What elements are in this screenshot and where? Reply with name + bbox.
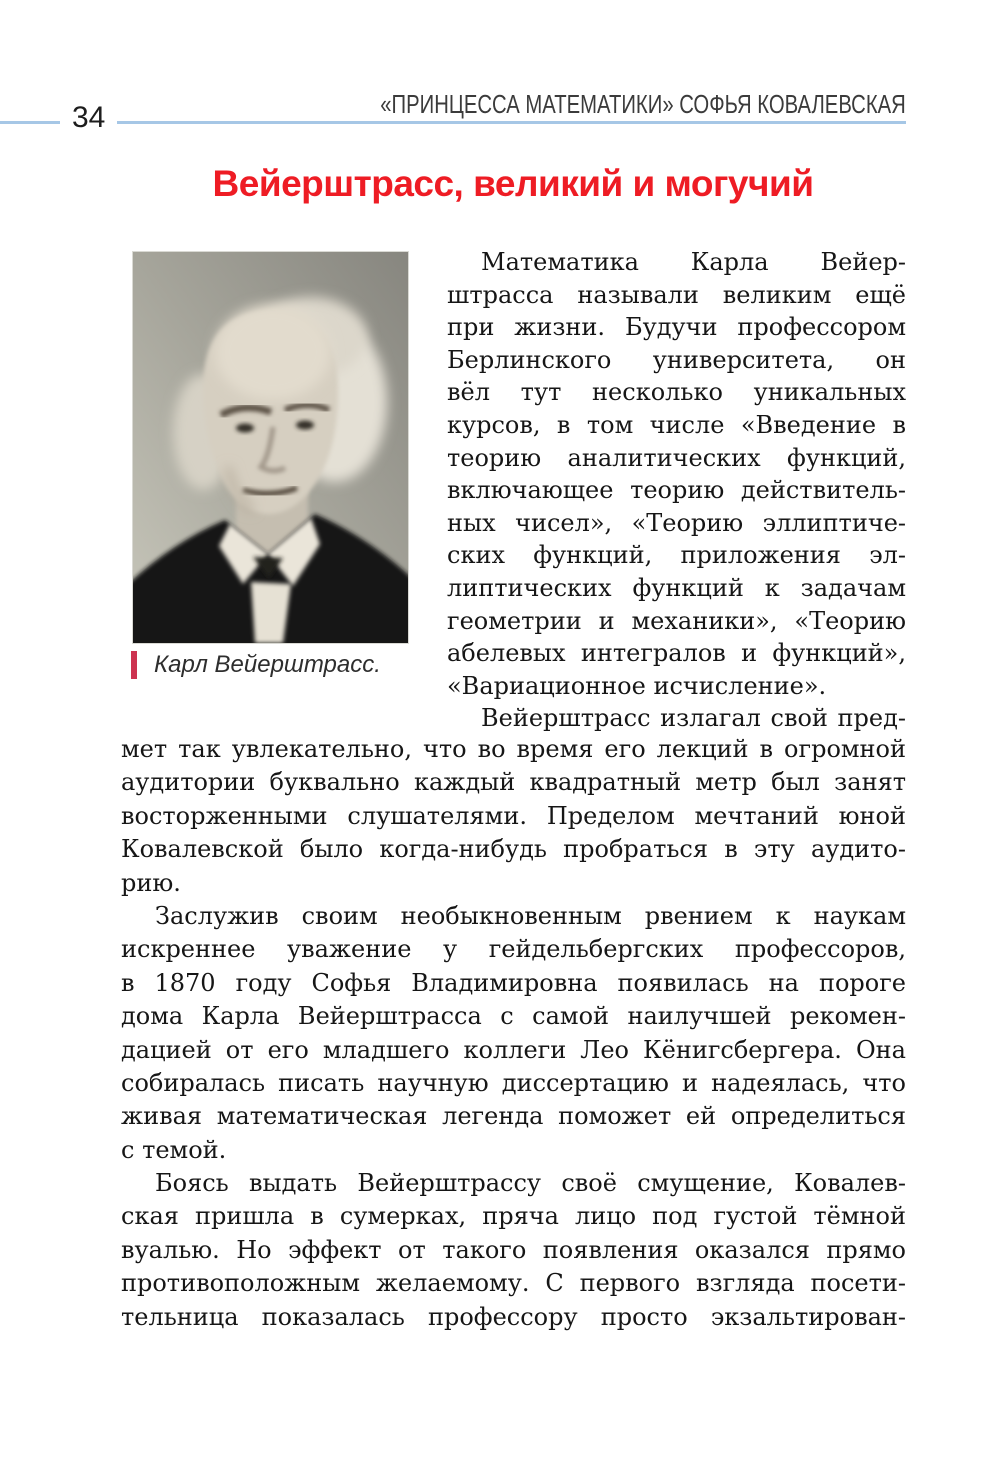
header-rule — [0, 121, 906, 124]
intro-column-text — [447, 246, 906, 735]
text-line: аудитории буквально каждый квадратный метр был занят — [121, 768, 906, 797]
text-line: ских функций, приложения эл- — [447, 541, 906, 570]
text-line: «Вариационное исчисление». — [447, 671, 827, 700]
body-text — [121, 733, 906, 1334]
text-line: вёл тут несколько уникальных — [447, 378, 906, 407]
text-line: Заслужив своим необыкновенным рвением к наукам — [155, 901, 906, 930]
text-line: курсов, в том числе «Введение в — [447, 410, 906, 439]
text-line: рию. — [121, 868, 181, 897]
text-line: штрасса называли великим ещё — [447, 280, 906, 309]
text-line: при жизни. Будучи профессором — [447, 313, 906, 342]
karl-weierstrass-photo — [133, 252, 408, 643]
text-line: включающее теорию действитель- — [447, 476, 906, 505]
text-line: мет так увлекательно, что во время его лекций в огромной — [121, 735, 906, 763]
page-number: 34 — [60, 101, 117, 135]
text-line: Вейерштрасс излагал свой пред- — [481, 704, 906, 733]
text-line: Ковалевской было когда-нибудь пробраться в эту аудито- — [121, 835, 906, 864]
text-line: Боясь выдать Вейерштрассу своё смущение, Ковалев- — [155, 1169, 906, 1198]
text-line: искреннее уважение у гейдельбергских профессоров, — [121, 935, 906, 964]
text-line: с темой. — [121, 1135, 227, 1164]
running-title: «ПРИНЦЕССА МАТЕМАТИКИ» СОФЬЯ КОВАЛЕВСКАЯ — [380, 89, 906, 119]
text-line: теорию аналитических функций, — [447, 443, 906, 472]
text-line: ская пришла в сумерках, пряча лицо под густой тёмной — [121, 1202, 906, 1231]
text-line: собиралась писать научную диссертацию и надеялась, что — [121, 1068, 906, 1097]
text-line: Математика Карла Вейер- — [481, 248, 906, 276]
text-line: ных чисел», «Теорию эллиптиче- — [447, 508, 906, 537]
portrait-figure — [133, 252, 408, 643]
caption-accent-bar — [131, 651, 137, 679]
text-line: в 1870 году Софья Владимировна появилась на пороге — [121, 968, 906, 997]
text-line: восторженными слушателями. Пределом мечтаний юной — [121, 801, 906, 830]
chapter-title: Вейерштрасс, великий и могучий — [212, 163, 814, 204]
text-line: Берлинского университета, он — [447, 345, 906, 374]
text-line: живая математическая легенда поможет ей определиться — [121, 1102, 906, 1131]
text-line: липтических функций к задачам — [447, 573, 906, 602]
text-line: абелевых интегралов и функций», — [447, 639, 906, 668]
figure-caption-text: Карл Вейерштрасс. — [154, 651, 381, 678]
text-line: дома Карла Вейерштрасса с самой наилучшей рекомен- — [121, 1002, 906, 1031]
figure-caption — [131, 651, 381, 679]
text-line: вуалью. Но эффект от такого появления оказался прямо — [121, 1235, 906, 1264]
text-line: противоположным желаемому. С первого взгляда посети- — [121, 1269, 906, 1298]
text-line: дацией от его младшего коллеги Лео Кёнигсбергера. Она — [121, 1035, 906, 1064]
text-line: тельница показалась профессору просто экзальтирован- — [121, 1302, 906, 1331]
text-line: геометрии и механики», «Теорию — [447, 606, 906, 635]
